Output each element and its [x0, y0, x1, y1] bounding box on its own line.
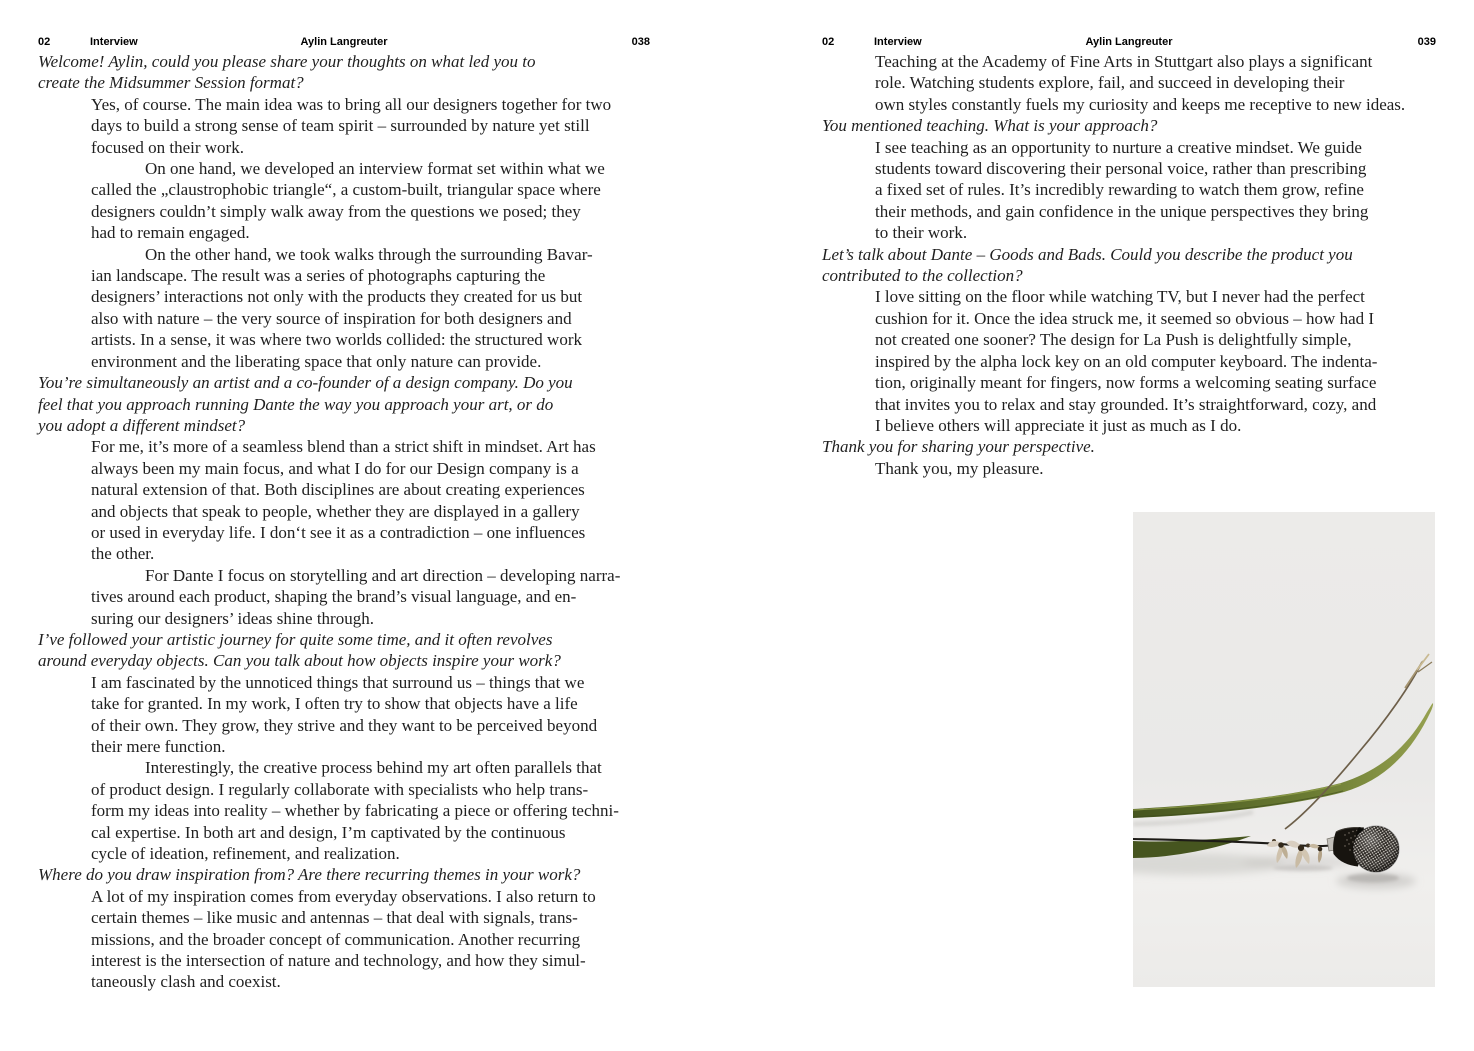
question-block — [38, 864, 650, 885]
still-life-photo — [1133, 512, 1435, 987]
text-line: create the Midsummer Session format? — [38, 73, 304, 93]
question-block — [38, 372, 650, 436]
issue-number: 02 — [38, 36, 51, 48]
answer-block — [38, 94, 650, 158]
text-line: interest is the intersection of nature and technology, and how they simul- — [91, 951, 586, 971]
text-line: cal expertise. In both art and design, I’m captivated by the continuous — [91, 822, 566, 842]
text-line: around everyday objects. Can you talk about how objects inspire your work? — [38, 651, 561, 671]
text-line: cycle of ideation, refinement, and realization. — [91, 844, 400, 864]
question-block — [38, 51, 650, 94]
question-block — [822, 436, 1436, 457]
page-number: 038 — [631, 36, 650, 48]
answer-block — [38, 565, 650, 629]
answer-block — [38, 672, 650, 758]
text-line: own styles constantly fuels my curiosity and keeps me receptive to new ideas. — [875, 94, 1406, 114]
text-line: I am fascinated by the unnoticed things that surround us – things that we — [91, 672, 585, 692]
text-line: form my ideas into reality – whether by fabricating a piece or offering techni- — [91, 801, 619, 821]
text-line: taneously clash and coexist. — [91, 972, 281, 992]
text-line: ian landscape. The result was a series of photographs capturing the — [91, 266, 546, 286]
text-line: suring our designers’ ideas shine through. — [91, 608, 374, 628]
text-line: that invites you to relax and stay grounded. It’s straightforward, cozy, and — [875, 394, 1377, 414]
text-line: always been my main focus, and what I do for our Design company is a — [91, 458, 579, 478]
answer-block — [822, 137, 1436, 244]
text-line: of their own. They grow, they strive and they want to be perceived beyond — [91, 715, 598, 735]
answer-block — [822, 458, 1436, 479]
text-line: inspired by the alpha lock key on an old computer keyboard. The indenta- — [875, 351, 1378, 371]
text-line: Welcome! Aylin, could you please share your thoughts on what led you to — [38, 52, 536, 71]
text-line: A lot of my inspiration comes from everyday observations. I also return to — [91, 886, 596, 906]
text-line: focused on their work. — [91, 137, 244, 157]
question-block — [822, 115, 1436, 136]
text-line: had to remain engaged. — [91, 223, 250, 243]
text-line: On one hand, we developed an interview format set within what we — [145, 159, 605, 179]
page-header — [822, 37, 1436, 51]
text-line: designers’ interactions not only with the products they created for us but — [91, 287, 583, 307]
text-line: contributed to the collection? — [822, 266, 1023, 286]
text-line: a fixed set of rules. It’s incredibly rewarding to watch them grow, refine — [875, 180, 1364, 200]
text-line: feel that you approach running Dante the way you approach your art, or do — [38, 394, 554, 414]
text-line: I’ve followed your artistic journey for quite some time, and it often revolves — [38, 629, 553, 649]
text-line: missions, and the broader concept of communication. Another recurring — [91, 929, 581, 949]
answer-block — [822, 51, 1436, 115]
author-name: Aylin Langreuter — [1085, 36, 1173, 48]
text-line: of product design. I regularly collaborate with specialists who help trans- — [91, 779, 589, 799]
author-name: Aylin Langreuter — [300, 36, 388, 48]
text-line: tives around each product, shaping the brand’s visual language, and en- — [91, 587, 577, 607]
text-line: Thank you for sharing your perspective. — [822, 437, 1095, 457]
text-line: I love sitting on the floor while watching TV, but I never had the perfect — [875, 287, 1365, 307]
text-line: days to build a strong sense of team spirit – surrounded by nature yet still — [91, 116, 590, 136]
page-038 — [38, 37, 650, 993]
photo-background — [1133, 512, 1435, 987]
text-line: certain themes – like music and antennas – that deal with signals, trans- — [91, 908, 578, 928]
text-line: Where do you draw inspiration from? Are there recurring themes in your work? — [38, 865, 581, 885]
text-line: Let’s talk about Dante – Goods and Bads. Could you describe the product you — [822, 244, 1353, 264]
text-line: also with nature – the very source of inspiration for both designers and — [91, 308, 572, 328]
still-life-photo-art — [1133, 512, 1435, 987]
mic-contact-shadow — [1347, 874, 1399, 883]
text-line: I believe others will appreciate it just as much as I do. — [875, 415, 1242, 435]
issue-number: 02 — [822, 36, 835, 48]
text-line: and objects that speak to people, whether they are displayed in a gallery — [91, 501, 580, 521]
text-line: called the „claustrophobic triangle“, a custom-built, triangular space where — [91, 180, 601, 200]
answer-block — [38, 757, 650, 864]
text-line: natural extension of that. Both disciplines are about creating experiences — [91, 480, 585, 500]
text-line: You mentioned teaching. What is your approach? — [822, 116, 1158, 136]
text-line: environment and the liberating space that only nature can provide. — [91, 351, 542, 371]
text-line: Teaching at the Academy of Fine Arts in Stuttgart also plays a significant — [875, 52, 1373, 71]
text-line: designers couldn’t simply walk away from the questions we posed; they — [91, 201, 581, 221]
text-line: For Dante I focus on storytelling and art direction – developing narra- — [145, 565, 621, 585]
text-line: On the other hand, we took walks through the surrounding Bavar- — [145, 244, 593, 264]
text-line: Yes, of course. The main idea was to bring all our designers together for two — [91, 94, 612, 114]
text-line: You’re simultaneously an artist and a co-founder of a design company. Do you — [38, 373, 573, 393]
text-line: not created one sooner? The design for La Push is delightfully simple, — [875, 330, 1352, 350]
answer-block — [822, 286, 1436, 436]
section-label: Interview — [90, 36, 138, 48]
page-header — [38, 37, 650, 51]
text-column — [38, 51, 650, 993]
text-line: to their work. — [875, 223, 968, 243]
text-line: artists. In a sense, it was where two worlds collided: the structured work — [91, 330, 582, 350]
flower-contact-shadow — [1273, 865, 1333, 871]
text-line: I see teaching as an opportunity to nurture a creative mindset. We guide — [875, 137, 1362, 157]
page-039 — [822, 37, 1436, 1051]
answer-block — [38, 886, 650, 993]
answer-block — [38, 436, 650, 564]
question-block — [822, 244, 1436, 287]
answer-block — [38, 158, 650, 244]
text-line: take for granted. In my work, I often try to show that objects have a life — [91, 694, 578, 714]
question-block — [38, 629, 650, 672]
text-line: tion, originally meant for fingers, now forms a welcoming seating surface — [875, 373, 1377, 393]
answer-block — [38, 244, 650, 372]
section-label: Interview — [874, 36, 922, 48]
page-number: 039 — [1417, 36, 1436, 48]
text-line: Interestingly, the creative process behind my art often parallels that — [145, 758, 602, 778]
text-line: you adopt a different mindset? — [38, 415, 246, 435]
text-line: role. Watching students explore, fail, and succeed in developing their — [875, 73, 1345, 93]
text-line: their methods, and gain confidence in the unique perspectives they bring — [875, 201, 1369, 221]
text-line: the other. — [91, 544, 155, 564]
text-line: cushion for it. Once the idea struck me, it seemed so obvious – how had I — [875, 308, 1375, 328]
text-line: or used in everyday life. I don‘t see it as a contradiction – one influences — [91, 522, 586, 542]
text-line: Thank you, my pleasure. — [875, 458, 1044, 478]
text-column — [822, 51, 1436, 479]
text-line: their mere function. — [91, 737, 226, 756]
text-line: students toward discovering their personal voice, rather than prescribing — [875, 159, 1367, 179]
text-line: For me, it’s more of a seamless blend than a strict shift in mindset. Art has — [91, 437, 596, 457]
